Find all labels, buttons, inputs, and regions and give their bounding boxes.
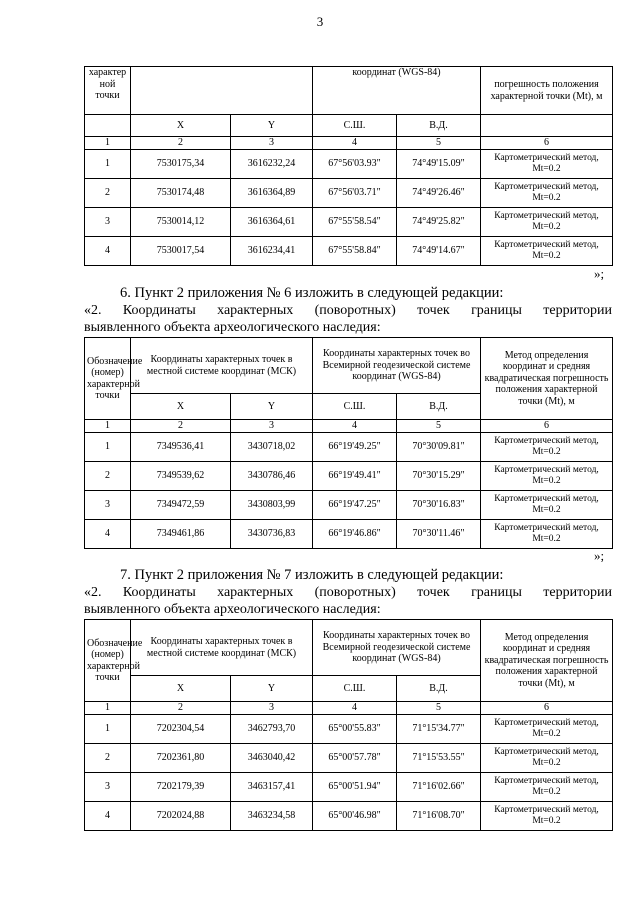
x-value: 7530017,54 [131,236,231,265]
column-number: 6 [481,137,613,150]
y-value: 3463040,42 [231,743,313,772]
lat-header: С.Ш. [313,394,397,420]
table-row [85,519,613,548]
lon-header: В.Д. [397,394,481,420]
section-7-text-line-2: выявленного объекта археологического наследия: [84,602,381,617]
method-value: Картометрический метод, Mt=0.2 [481,743,613,772]
lon-header: В.Д. [397,115,481,137]
lon-value: 70°30'16.83" [397,490,481,519]
point-number: 4 [85,236,131,265]
lat-value: 66°19'46.86" [313,519,397,548]
x-value: 7349536,41 [131,432,231,461]
page-number: 3 [316,14,324,29]
column-number: 5 [397,702,481,715]
column-number: 4 [313,420,397,433]
x-value: 7530174,48 [131,178,231,207]
x-value: 7530175,34 [131,149,231,178]
point-number: 1 [85,149,131,178]
method-header: Метод определения координат и средняя квадратическая погрешность положения характерной точки (Mt), м [481,338,613,420]
y-value: 3430786,46 [231,461,313,490]
point-number: 3 [85,207,131,236]
point-number: 4 [85,801,131,830]
point-number: 1 [85,714,131,743]
column-number: 3 [231,702,313,715]
y-value: 3430803,99 [231,490,313,519]
y-header: Y [231,115,313,137]
point-number: 4 [85,519,131,548]
x-header: X [131,676,231,702]
column-numbering-row [85,137,613,150]
x-value: 7349461,86 [131,519,231,548]
wgs-header: Координаты характерных точек во Всемирной геодезической системе координат (WGS-84) [313,620,481,676]
table-header-row [85,338,613,394]
table-row [85,178,613,207]
table-row [85,461,613,490]
point-subheader [85,115,131,137]
lon-value: 74°49'15.09" [397,149,481,178]
y-header: Y [231,676,313,702]
section-6-text-line-1: «2. Координаты характерных (поворотных) точек границы территории [84,303,612,318]
lon-value: 70°30'15.29" [397,461,481,490]
column-number: 1 [85,702,131,715]
lat-header: С.Ш. [313,676,397,702]
point-header: Обозначение (номер) характерной точки [85,338,131,420]
method-header: погрешность положения характерной точки (Mt), м [481,67,613,115]
lon-value: 74°49'26.46" [397,178,481,207]
point-number: 2 [85,461,131,490]
lat-value: 65°00'55.83" [313,714,397,743]
table-row [85,236,613,265]
section-6-heading: 6. Пункт 2 приложения № 6 изложить в следующей редакции: [120,285,504,301]
y-value: 3463157,41 [231,772,313,801]
column-number: 2 [131,137,231,150]
method-value: Картометрический метод, Mt=0.2 [481,772,613,801]
y-header: Y [231,394,313,420]
wgs-header: Координаты характерных точек во Всемирной геодезической системе координат (WGS-84) [313,338,481,394]
column-number: 2 [131,702,231,715]
lon-value: 71°15'34.77" [397,714,481,743]
lon-value: 70°30'09.81" [397,432,481,461]
point-number: 3 [85,772,131,801]
msk-header: Координаты характерных точек в местной системе координат (МСК) [131,620,313,676]
lat-value: 65°00'46.98" [313,801,397,830]
lat-value: 66°19'49.41" [313,461,397,490]
x-header: X [131,115,231,137]
column-numbering-row [85,420,613,433]
column-number: 3 [231,137,313,150]
table-row [85,432,613,461]
section-7-heading: 7. Пункт 2 приложения № 7 изложить в следующей редакции: [120,567,504,583]
method-value: Картометрический метод, Mt=0.2 [481,432,613,461]
column-number: 6 [481,420,613,433]
method-value: Картометрический метод, Mt=0.2 [481,714,613,743]
y-value: 3616364,89 [231,178,313,207]
column-number: 6 [481,702,613,715]
lat-value: 67°55'58.54" [313,207,397,236]
lon-value: 71°16'02.66" [397,772,481,801]
closing-quote-2: »; [594,548,605,563]
y-value: 3430736,83 [231,519,313,548]
x-header: X [131,394,231,420]
y-value: 3616232,24 [231,149,313,178]
lat-value: 66°19'47.25" [313,490,397,519]
x-value: 7202361,80 [131,743,231,772]
method-subheader [481,115,613,137]
table-row [85,207,613,236]
table-row [85,743,613,772]
column-number: 1 [85,137,131,150]
point-header: Обозначение (номер) характерной точки [85,620,131,702]
coordinates-table-2 [84,337,613,549]
x-value: 7349539,62 [131,461,231,490]
lon-value: 74°49'25.82" [397,207,481,236]
method-header: Метод определения координат и средняя квадратическая погрешность положения характерной точки (Mt), м [481,620,613,702]
column-numbering-row [85,702,613,715]
lat-value: 67°56'03.93" [313,149,397,178]
table-row [85,772,613,801]
lat-value: 66°19'49.25" [313,432,397,461]
point-number: 1 [85,432,131,461]
method-value: Картометрический метод, Mt=0.2 [481,236,613,265]
table-row [85,714,613,743]
table-row [85,149,613,178]
closing-quote-1: »; [594,266,605,281]
point-number: 2 [85,178,131,207]
table-row [85,801,613,830]
section-7-text-line-1: «2. Координаты характерных (поворотных) точек границы территории [84,585,612,600]
wgs-header: координат (WGS-84) [313,67,481,115]
method-value: Картометрический метод, Mt=0.2 [481,461,613,490]
x-value: 7202304,54 [131,714,231,743]
lat-header: С.Ш. [313,115,397,137]
lat-value: 67°56'03.71" [313,178,397,207]
method-value: Картометрический метод, Mt=0.2 [481,801,613,830]
msk-header: Координаты характерных точек в местной системе координат (МСК) [131,338,313,394]
column-number: 5 [397,420,481,433]
y-value: 3430718,02 [231,432,313,461]
lat-value: 65°00'57.78" [313,743,397,772]
column-number: 2 [131,420,231,433]
method-value: Картометрический метод, Mt=0.2 [481,519,613,548]
coordinates-table-3 [84,619,613,831]
x-value: 7349472,59 [131,490,231,519]
method-value: Картометрический метод, Mt=0.2 [481,490,613,519]
table-row [85,490,613,519]
column-number: 3 [231,420,313,433]
lat-value: 65°00'51.94" [313,772,397,801]
point-header: характер ной точки [85,67,131,115]
x-value: 7202179,39 [131,772,231,801]
column-number: 5 [397,137,481,150]
coordinates-table-1 [84,66,613,266]
y-value: 3462793,70 [231,714,313,743]
y-value: 3463234,58 [231,801,313,830]
point-number: 3 [85,490,131,519]
y-value: 3616364,61 [231,207,313,236]
table-subheader-row [85,115,613,137]
x-value: 7530014,12 [131,207,231,236]
column-number: 4 [313,137,397,150]
table-header-row [85,67,613,115]
msk-header [131,67,313,115]
lon-header: В.Д. [397,676,481,702]
x-value: 7202024,88 [131,801,231,830]
section-6-text-line-2: выявленного объекта археологического наследия: [84,320,381,335]
lon-value: 71°16'08.70" [397,801,481,830]
column-number: 1 [85,420,131,433]
lon-value: 71°15'53.55" [397,743,481,772]
lon-value: 74°49'14.67" [397,236,481,265]
method-value: Картометрический метод, Mt=0.2 [481,149,613,178]
table-header-row [85,620,613,676]
lon-value: 70°30'11.46" [397,519,481,548]
y-value: 3616234,41 [231,236,313,265]
lat-value: 67°55'58.84" [313,236,397,265]
column-number: 4 [313,702,397,715]
method-value: Картометрический метод, Mt=0.2 [481,178,613,207]
point-number: 2 [85,743,131,772]
method-value: Картометрический метод, Mt=0.2 [481,207,613,236]
